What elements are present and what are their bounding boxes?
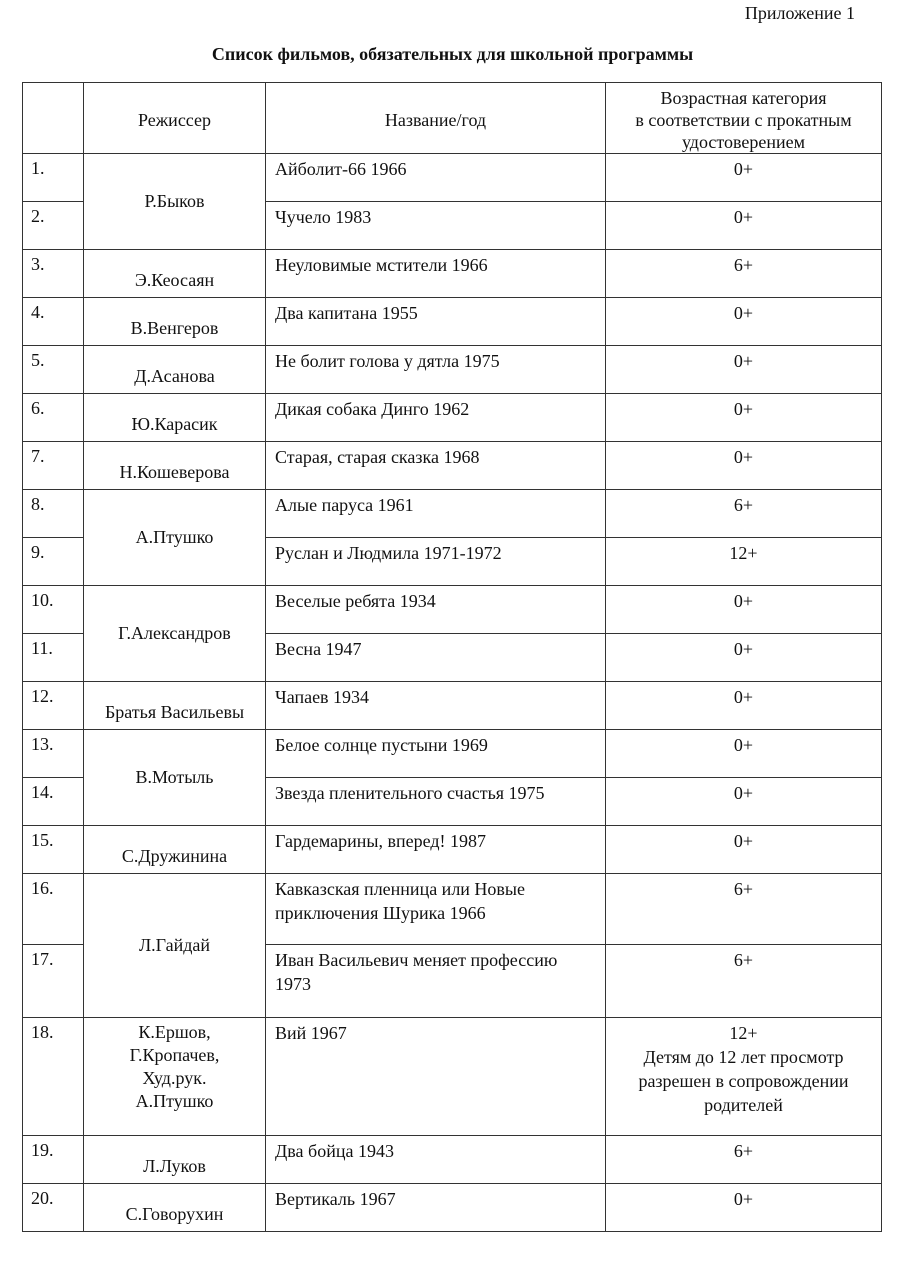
director-line: Г.Кропачев, xyxy=(129,1045,220,1065)
row-number: 14. xyxy=(23,778,84,826)
age-note-line: родителей xyxy=(704,1095,783,1115)
film-title-line: приключения Шурика 1966 xyxy=(275,903,486,923)
row-number: 15. xyxy=(23,826,84,874)
header-director: Режиссер xyxy=(84,83,266,154)
header-num xyxy=(23,83,84,154)
film-title: Гардемарины, вперед! 1987 xyxy=(266,826,606,874)
film-title-line: Кавказская пленница или Новые xyxy=(275,879,526,899)
director-cell: Л.Луков xyxy=(84,1136,266,1184)
film-title: Неуловимые мстители 1966 xyxy=(266,250,606,298)
table-row xyxy=(23,346,882,394)
director-cell: Ю.Карасик xyxy=(84,394,266,442)
table-row xyxy=(23,250,882,298)
age-rating: 6+ xyxy=(606,874,882,945)
age-rating: 0+ xyxy=(606,298,882,346)
film-title xyxy=(266,945,606,1018)
row-number: 11. xyxy=(23,634,84,682)
film-title: Звезда пленительного счастья 1975 xyxy=(266,778,606,826)
row-number: 5. xyxy=(23,346,84,394)
age-rating: 0+ xyxy=(606,586,882,634)
table-row xyxy=(23,1184,882,1232)
row-number: 4. xyxy=(23,298,84,346)
film-title: Чапаев 1934 xyxy=(266,682,606,730)
document-title: Список фильмов, обязательных для школьной программы xyxy=(211,44,694,64)
table-header-row xyxy=(23,83,882,154)
age-rating: 0+ xyxy=(606,826,882,874)
row-number: 3. xyxy=(23,250,84,298)
table-row xyxy=(23,1018,882,1136)
director-cell: Э.Кеосаян xyxy=(84,250,266,298)
age-rating: 0+ xyxy=(606,1184,882,1232)
director-cell xyxy=(84,1018,266,1136)
film-title xyxy=(266,874,606,945)
film-title-line: 1973 xyxy=(275,974,311,994)
film-title: Чучело 1983 xyxy=(266,202,606,250)
director-cell: Л.Гайдай xyxy=(84,874,266,1018)
age-rating: 0+ xyxy=(606,442,882,490)
age-rating: 0+ xyxy=(606,778,882,826)
age-rating: 0+ xyxy=(606,730,882,778)
table-row xyxy=(23,394,882,442)
age-rating: 0+ xyxy=(606,394,882,442)
film-title: Алые паруса 1961 xyxy=(266,490,606,538)
age-note-line: Детям до 12 лет просмотр xyxy=(643,1047,844,1067)
row-number: 7. xyxy=(23,442,84,490)
director-cell: С.Дружинина xyxy=(84,826,266,874)
director-cell: В.Мотыль xyxy=(84,730,266,826)
age-rating: 12+ xyxy=(606,538,882,586)
director-line: К.Ершов, xyxy=(138,1022,211,1042)
film-title: Дикая собака Динго 1962 xyxy=(266,394,606,442)
film-title: Весна 1947 xyxy=(266,634,606,682)
table-row xyxy=(23,298,882,346)
age-rating: 0+ xyxy=(606,346,882,394)
age-rating: 0+ xyxy=(606,682,882,730)
film-title: Старая, старая сказка 1968 xyxy=(266,442,606,490)
director-cell: А.Птушко xyxy=(84,490,266,586)
header-age-line: в соответствии с прокатным xyxy=(635,109,852,130)
director-line: А.Птушко xyxy=(135,1091,214,1111)
table-row xyxy=(23,682,882,730)
row-number: 17. xyxy=(23,945,84,1018)
film-title: Руслан и Людмила 1971-1972 xyxy=(266,538,606,586)
director-cell: С.Говорухин xyxy=(84,1184,266,1232)
director-cell: Д.Асанова xyxy=(84,346,266,394)
header-age-category xyxy=(606,83,882,154)
row-number: 2. xyxy=(23,202,84,250)
table-row xyxy=(23,1136,882,1184)
director-cell: Н.Кошеверова xyxy=(84,442,266,490)
row-number: 8. xyxy=(23,490,84,538)
header-age-line: удостоверением xyxy=(681,131,806,152)
age-rating-value: 12+ xyxy=(729,1023,758,1043)
age-note-line: разрешен в сопровождении xyxy=(638,1071,849,1091)
age-rating: 0+ xyxy=(606,202,882,250)
row-number: 13. xyxy=(23,730,84,778)
age-rating: 6+ xyxy=(606,490,882,538)
age-rating: 0+ xyxy=(606,634,882,682)
film-title-line: Иван Васильевич меняет профессию xyxy=(275,950,558,970)
age-rating: 6+ xyxy=(606,945,882,1018)
row-number: 12. xyxy=(23,682,84,730)
director-line: Худ.рук. xyxy=(142,1068,207,1088)
header-age-line: Возрастная категория xyxy=(660,87,827,108)
row-number: 9. xyxy=(23,538,84,586)
table-row xyxy=(23,730,882,778)
film-title: Вий 1967 xyxy=(266,1018,606,1136)
director-cell: Братья Васильевы xyxy=(84,682,266,730)
film-title: Белое солнце пустыни 1969 xyxy=(266,730,606,778)
header-title-year: Название/год xyxy=(266,83,606,154)
row-number: 16. xyxy=(23,874,84,945)
table-row xyxy=(23,490,882,538)
age-rating: 6+ xyxy=(606,250,882,298)
row-number: 19. xyxy=(23,1136,84,1184)
row-number: 1. xyxy=(23,154,84,202)
table-row xyxy=(23,442,882,490)
film-title: Айболит-66 1966 xyxy=(266,154,606,202)
age-rating: 6+ xyxy=(606,1136,882,1184)
row-number: 20. xyxy=(23,1184,84,1232)
table-row xyxy=(23,586,882,634)
appendix-label: Приложение 1 xyxy=(744,3,855,23)
row-number: 18. xyxy=(23,1018,84,1136)
age-rating xyxy=(606,1018,882,1136)
film-title: Веселые ребята 1934 xyxy=(266,586,606,634)
table-row xyxy=(23,154,882,202)
director-cell: Г.Александров xyxy=(84,586,266,682)
age-rating: 0+ xyxy=(606,154,882,202)
director-cell: В.Венгеров xyxy=(84,298,266,346)
director-cell: Р.Быков xyxy=(84,154,266,250)
table-row xyxy=(23,874,882,945)
film-title: Два бойца 1943 xyxy=(266,1136,606,1184)
film-title: Два капитана 1955 xyxy=(266,298,606,346)
row-number: 6. xyxy=(23,394,84,442)
films-table xyxy=(22,82,882,1232)
row-number: 10. xyxy=(23,586,84,634)
film-title: Вертикаль 1967 xyxy=(266,1184,606,1232)
film-title: Не болит голова у дятла 1975 xyxy=(266,346,606,394)
table-row xyxy=(23,826,882,874)
